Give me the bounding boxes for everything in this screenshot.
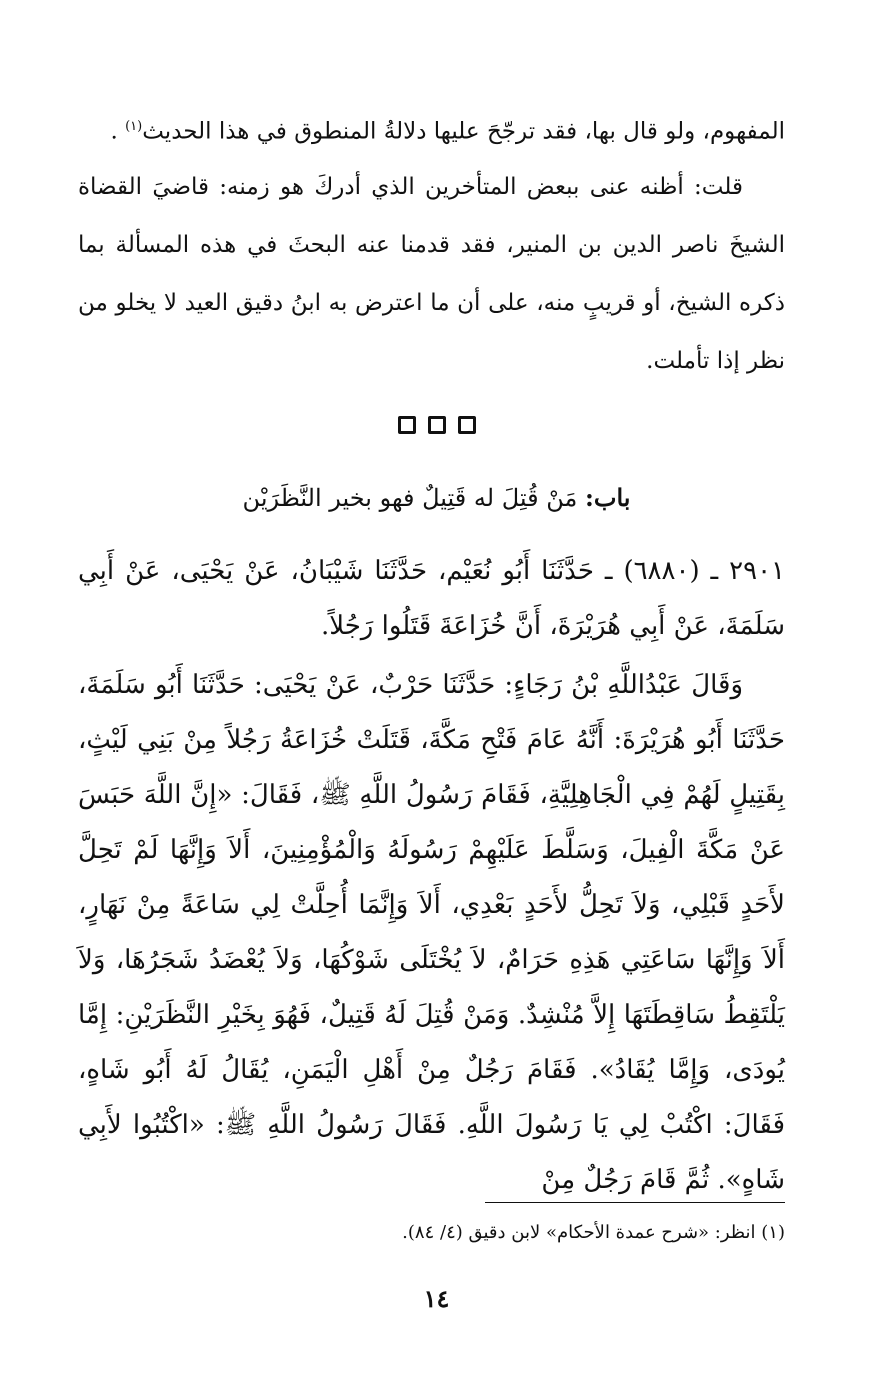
footnote-reference: (١) [125,119,143,134]
hadith-body-text: وَقَالَ عَبْدُاللَّهِ بْنُ رَجَاءٍ: حَدَّثَنَا حَرْبٌ، عَنْ يَحْيَى: حَدَّثَنَا أَبُو سَلَمَةَ، حَدَّثَنَا أَبُو هُرَيْرَةَ: أَنَّهُ عَامَ فَتْحِ مَكَّةَ، قَتَلَتْ خُزَاعَةُ رَجُلاً مِنْ بَنِي لَيْثٍ، بِقَتِيلٍ لَهُمْ فِي الْجَاهِلِيَّةِ، فَقَامَ رَسُولُ اللَّهِ ﷺ، فَقَالَ: «إِنَّ اللَّهَ حَبَسَ عَنْ مَكَّةَ الْفِيلَ، وَسَلَّطَ عَلَيْهِمْ رَسُولَهُ وَالْمُؤْمِنِينَ، أَلاَ وَإِنَّهَا لَمْ تَحِلَّ لأَحَدٍ قَبْلِي، وَلاَ تَحِلُّ لأَحَدٍ بَعْدِي، أَلاَ وَإِنَّمَا أُحِلَّتْ لِي سَاعَةً مِنْ نَهَارٍ، أَلاَ وَإِنَّهَا سَاعَتِي هَذِهِ حَرَامٌ، لاَ يُخْتَلَى شَوْكُهَا، وَلاَ يُعْضَدُ شَجَرُهَا، وَلاَ يَلْتَقِطُ سَاقِطَتَهَا إِلاَّ مُنْشِدٌ. وَمَنْ قُتِلَ لَهُ قَتِيلٌ، فَهُوَ بِخَيْرِ النَّظَرَيْنِ: إِمَّا يُودَى، وَإِمَّا يُقَادُ». فَقَامَ رَجُلٌ مِنْ أَهْلِ الْيَمَنِ، يُقَالُ لَهُ أَبُو شَاهٍ، فَقَالَ: اكْتُبْ لِي يَا رَسُولَ اللَّهِ. فَقَالَ رَسُولُ اللَّهِ ﷺ: «اكْتُبُوا لأَبِي شَاهٍ». ثُمَّ قَامَ رَجُلٌ مِنْ [78,670,785,1195]
separator-box-icon [458,416,476,434]
hadith-body [78,658,785,1208]
paragraph-end-mark: . [110,118,118,145]
chapter-title: مَنْ قُتِلَ له قَتِيلٌ فهو بخير النَّظَرَيْن [242,484,578,512]
page-number: ١٤ [423,1284,450,1313]
paragraph-continuation [78,98,785,161]
hadith-intro [78,544,785,654]
paragraph-text: المفهوم، ولو قال بها، فقد ترجّحَ عليها دلالةُ المنطوق في هذا الحديث [142,118,785,145]
commentary-paragraph [78,158,785,390]
footnote: (١) انظر: «شرح عمدة الأحكام» لابن دقيق (٤/ ٨٤). [402,1222,785,1243]
separator-box-icon [428,416,446,434]
separator-box-icon [398,416,416,434]
hadith-intro-text: ٢٩٠١ ـ (٦٨٨٠) ـ حَدَّثَنَا أَبُو نُعَيْم، حَدَّثَنَا شَيْبَانُ، عَنْ يَحْيَى، عَنْ أَبِي سَلَمَةَ، عَنْ أَبِي هُرَيْرَةَ، أَنَّ خُزَاعَةَ قَتَلُوا رَجُلاً. [78,556,785,641]
footnote-divider [485,1202,785,1203]
chapter-label: باب: [584,483,631,512]
commentary-text: قلت: أظنه عنى ببعض المتأخرين الذي أدركَ هو زمنه: قاضيَ القضاة الشيخَ ناصر الدين بن المنير، فقد قدمنا عنه البحثَ في هذه المسألة بما ذكره الشيخ، أو قريبٍ منه، على أن ما اعترض به ابنُ دقيق العيد لا يخلو من نظر إذا تأملت. [78,174,785,374]
section-separator [0,416,873,434]
chapter-heading [0,474,873,522]
